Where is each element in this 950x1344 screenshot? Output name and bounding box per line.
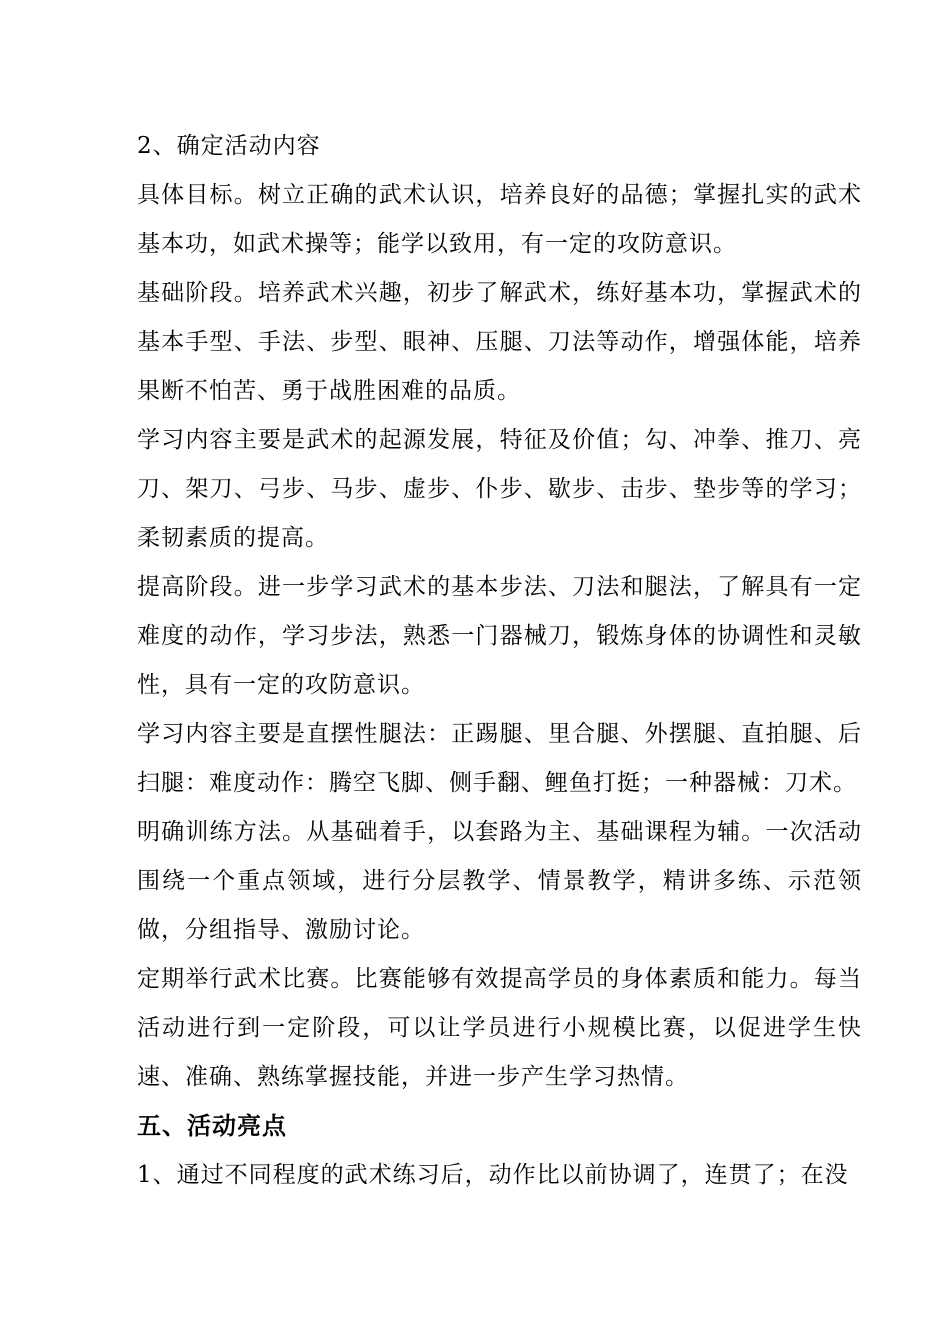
advanced-content-paragraph: 学习内容主要是直摆性腿法：正踢腿、里合腿、外摆腿、直拍腿、后扫腿：难度动作：腾空飞脚、侧手翻、鲤鱼打挺；一种器械：刀术。 — [137, 721, 862, 796]
basic-stage-paragraph: 基础阶段。培养武术兴趣，初步了解武术，练好基本功，掌握武术的基本手型、手法、步型、眼神、压腿、刀法等动作，增强体能，培养果断不怕苦、勇于战胜困难的品质。 — [137, 280, 862, 404]
section-heading: 五、活动亮点 — [137, 1112, 287, 1140]
training-method-paragraph: 明确训练方法。从基础着手，以套路为主、基础课程为辅。一次活动围绕一个重点领域，进行分层教学、情景教学，精讲多练、示范领做，分组指导、激励讨论。 — [137, 819, 862, 943]
advanced-stage-paragraph: 提高阶段。进一步学习武术的基本步法、刀法和腿法，了解具有一定难度的动作，学习步法，熟悉一门器械刀，锻炼身体的协调性和灵敏性，具有一定的攻防意识。 — [137, 574, 862, 698]
section-2-title: 2、确定活动内容 — [137, 133, 321, 159]
basic-content-paragraph: 学习内容主要是武术的起源发展，特征及价值；勾、冲拳、推刀、亮刀、架刀、弓步、马步、虚步、仆步、歇步、击步、垫步等的学习；柔韧素质的提高。 — [137, 427, 862, 551]
competition-paragraph: 定期举行武术比赛。比赛能够有效提高学员的身体素质和能力。每当活动进行到一定阶段，可以让学员进行小规模比赛，以促进学生快速、准确、熟练掌握技能，并进一步产生学习热情。 — [137, 966, 862, 1090]
specific-goals-paragraph: 具体目标。树立正确的武术认识，培养良好的品德；掌握扎实的武术基本功，如武术操等；能学以致用，有一定的攻防意识。 — [137, 182, 862, 257]
document-body — [137, 122, 862, 1200]
highlight-1-paragraph: 1、通过不同程度的武术练习后，动作比以前协调了，连贯了；在没 — [137, 1162, 849, 1188]
